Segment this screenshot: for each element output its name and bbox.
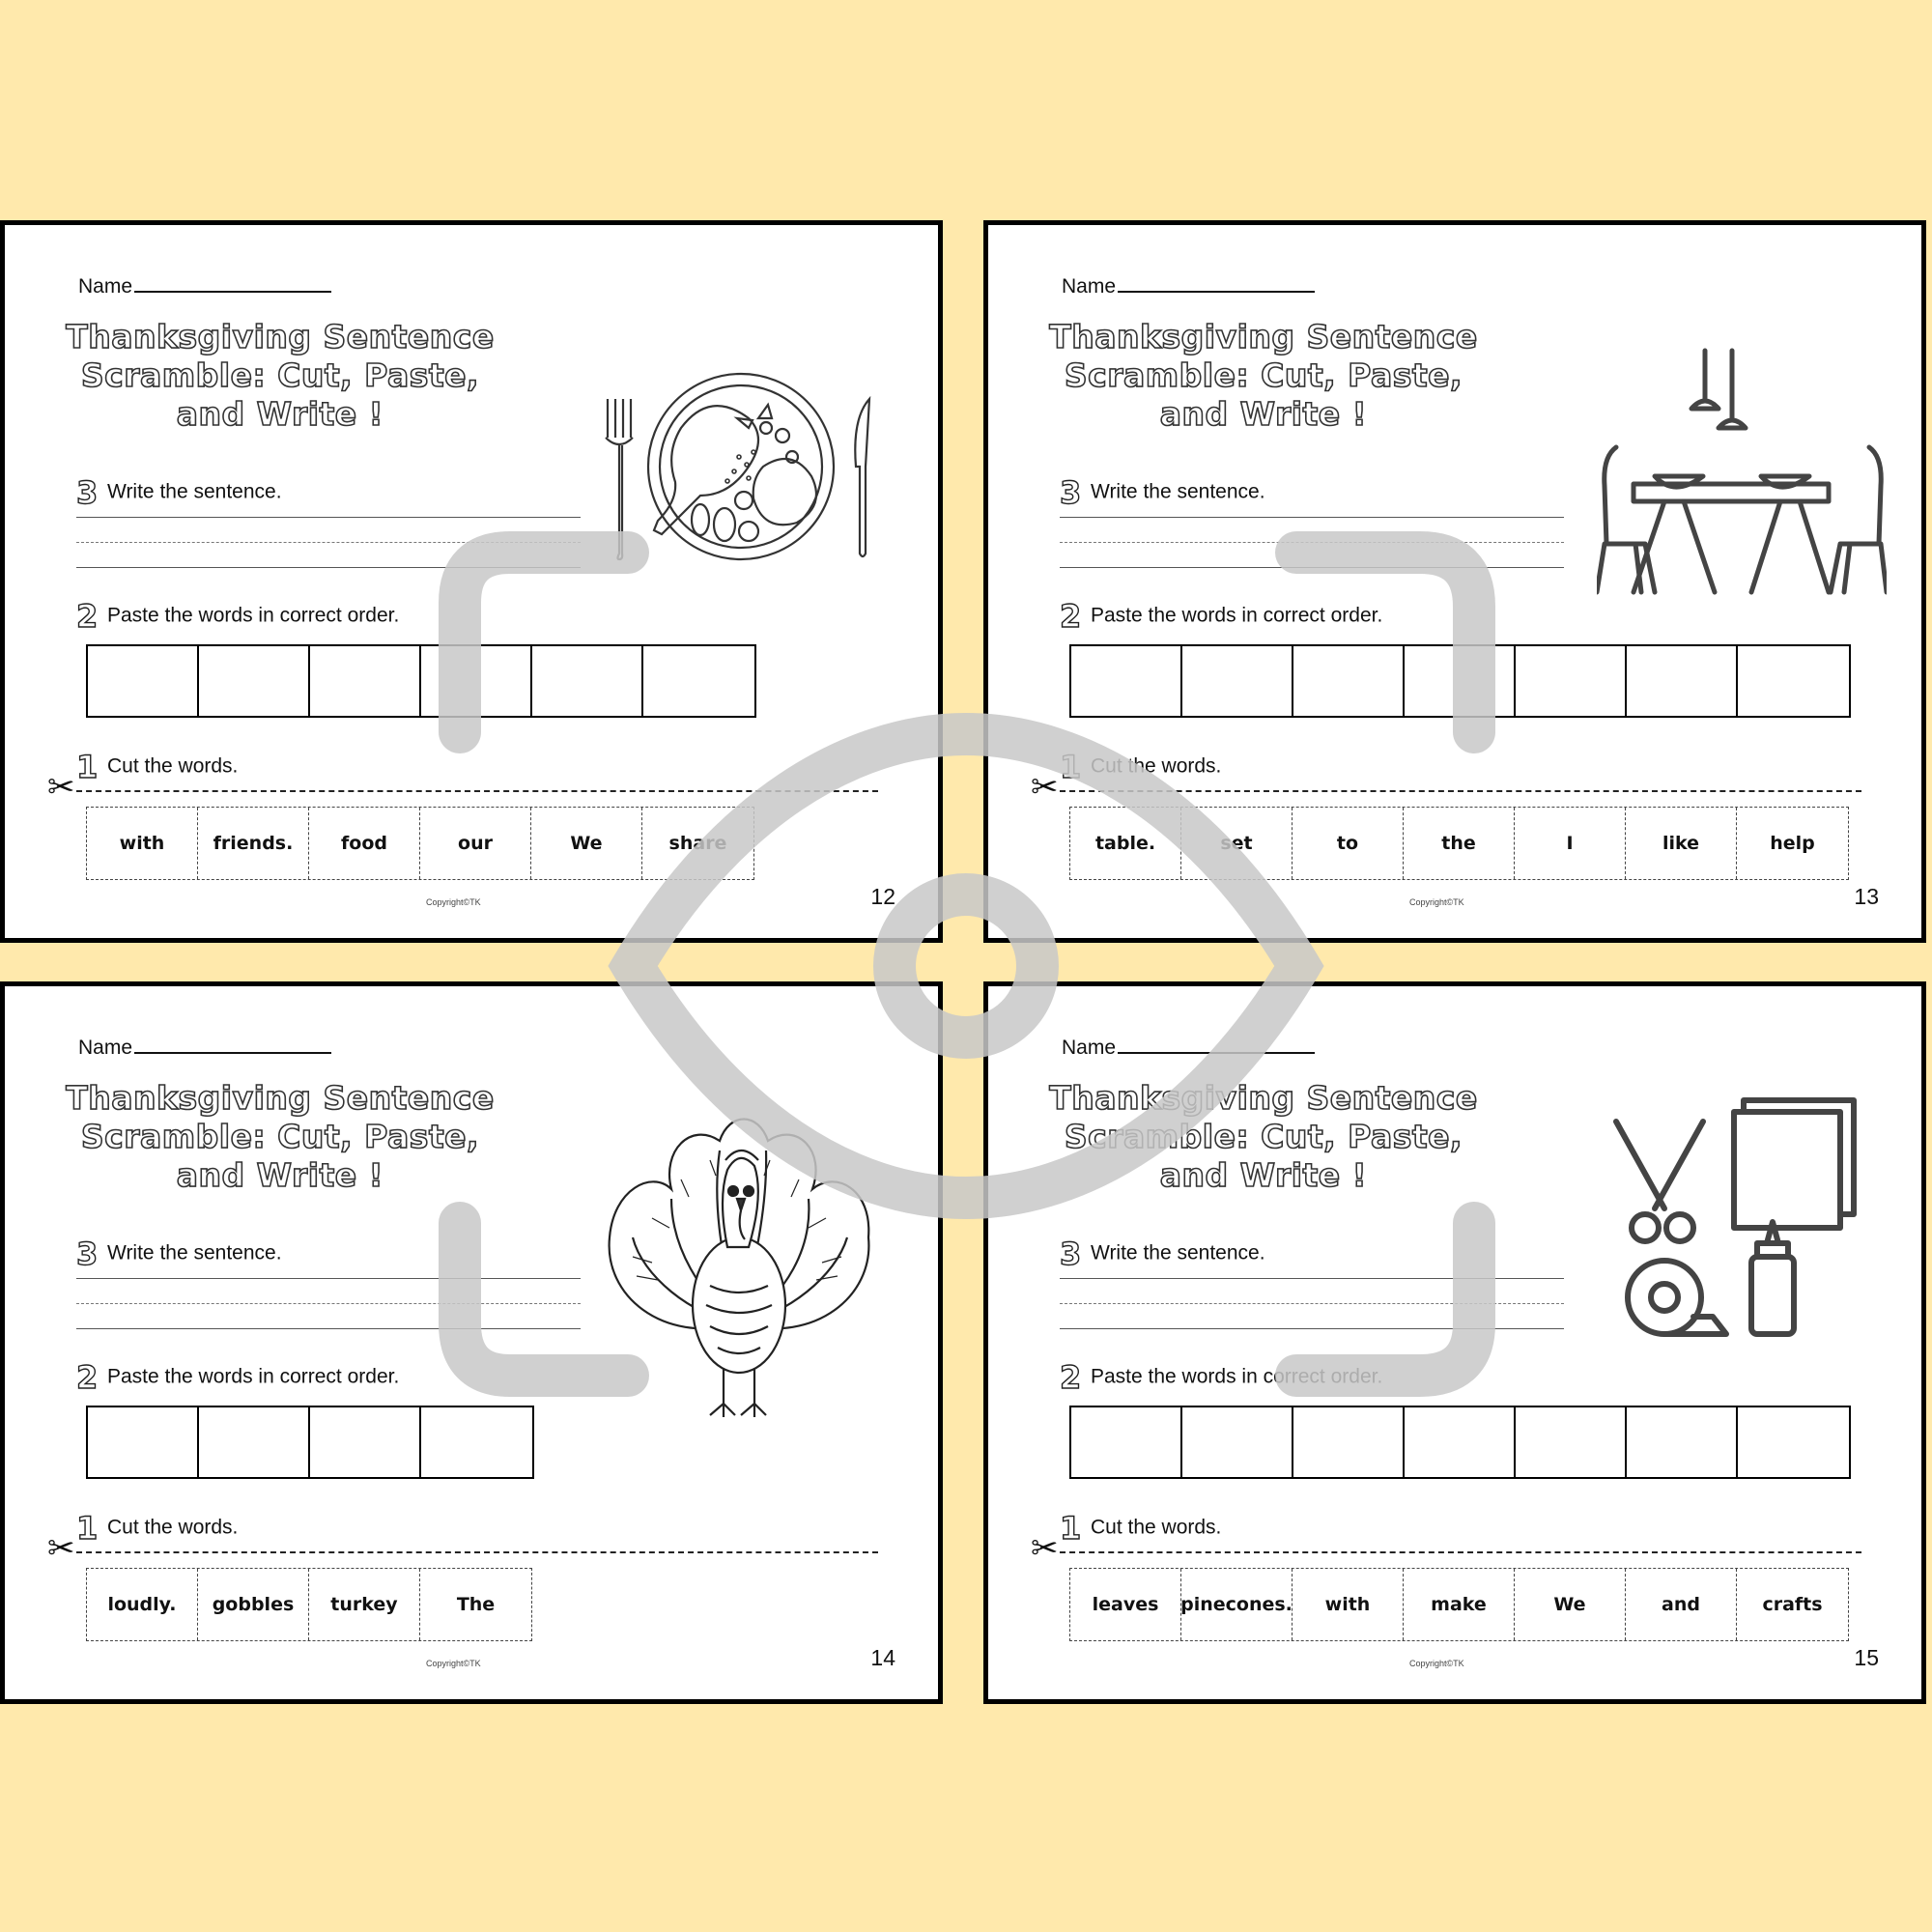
word-card[interactable]: like	[1626, 808, 1737, 879]
word-cards	[86, 807, 754, 880]
word-card[interactable]: set	[1181, 808, 1293, 879]
paste-box[interactable]	[199, 646, 310, 716]
writing-line[interactable]	[1060, 517, 1564, 518]
paste-boxes	[1069, 644, 1851, 718]
copyright: Copyright©TK	[426, 1659, 481, 1668]
name-field[interactable]: Name	[78, 1035, 331, 1060]
word-card[interactable]: to	[1293, 808, 1404, 879]
worksheet-title: Thanksgiving Sentence Scramble: Cut, Paste, and Write !	[66, 318, 495, 433]
step-2-instruction: 2 Paste the words in correct order.	[1060, 598, 1383, 635]
paste-box[interactable]	[88, 1407, 199, 1477]
scissors-icon: ✂	[47, 1530, 75, 1567]
word-card[interactable]: turkey	[309, 1569, 420, 1640]
writing-guide-line	[1060, 542, 1564, 543]
word-card[interactable]: the	[1404, 808, 1515, 879]
word-card[interactable]: pinecones.	[1181, 1569, 1293, 1640]
word-card[interactable]: make	[1404, 1569, 1515, 1640]
word-card[interactable]: food	[309, 808, 420, 879]
cut-line	[1060, 1551, 1861, 1553]
word-card[interactable]: with	[1293, 1569, 1404, 1640]
paste-box[interactable]	[88, 646, 199, 716]
scissors-icon: ✂	[1031, 769, 1059, 806]
page-number: 13	[1854, 884, 1879, 909]
step-3-instruction: 3 Write the sentence.	[1060, 1236, 1265, 1272]
word-card[interactable]: The	[456, 1594, 496, 1615]
copyright: Copyright©TK	[426, 897, 481, 907]
copyright: Copyright©TK	[1409, 1659, 1464, 1668]
word-card[interactable]: We	[531, 808, 642, 879]
writing-line[interactable]	[76, 517, 581, 518]
worksheet-page-13	[983, 220, 1926, 943]
page-number: 15	[1854, 1645, 1879, 1670]
word-card[interactable]: We	[1515, 1569, 1626, 1640]
name-field[interactable]: Name	[1062, 273, 1315, 298]
worksheet-page-15	[983, 981, 1926, 1704]
paste-box[interactable]	[421, 1407, 532, 1477]
thanksgiving-plate-icon	[594, 360, 884, 563]
name-line[interactable]	[1118, 273, 1315, 293]
paste-box[interactable]	[1405, 646, 1516, 716]
paste-box[interactable]	[532, 646, 643, 716]
writing-guide-line	[1060, 1303, 1564, 1304]
paste-box[interactable]	[1182, 646, 1293, 716]
worksheet-title: Thanksgiving Sentence Scramble: Cut, Paste, and Write !	[1049, 318, 1478, 433]
page-number: 12	[870, 884, 895, 909]
word-cards	[1069, 807, 1849, 880]
step-1-instruction: 1 Cut the words.	[76, 1510, 239, 1547]
name-line[interactable]	[134, 273, 331, 293]
word-card[interactable]: friends.	[198, 808, 309, 879]
writing-guide-line	[76, 542, 581, 543]
paste-box[interactable]	[1182, 1407, 1293, 1477]
word-card[interactable]: crafts	[1762, 1594, 1823, 1615]
word-card[interactable]: leaves	[1070, 1569, 1181, 1640]
word-card[interactable]: loudly.	[87, 1569, 198, 1640]
writing-line[interactable]	[1060, 567, 1564, 568]
word-card[interactable]: with	[87, 808, 198, 879]
writing-line[interactable]	[76, 1328, 581, 1329]
paste-box[interactable]	[1738, 1407, 1849, 1477]
paste-box[interactable]	[1738, 646, 1849, 716]
paste-box[interactable]	[1627, 646, 1738, 716]
scissors-icon: ✂	[47, 769, 75, 806]
step-1-instruction: 1 Cut the words.	[76, 749, 239, 785]
paste-boxes	[86, 1406, 534, 1479]
paste-box[interactable]	[1516, 1407, 1627, 1477]
worksheet-title: Thanksgiving Sentence Scramble: Cut, Paste, and Write !	[66, 1079, 495, 1194]
step-1-instruction: 1 Cut the words.	[1060, 1510, 1222, 1547]
step-3-instruction: 3 Write the sentence.	[76, 1236, 282, 1272]
word-card[interactable]: our	[420, 808, 531, 879]
paste-box[interactable]	[1627, 1407, 1738, 1477]
paste-box[interactable]	[310, 646, 421, 716]
paste-box[interactable]	[1516, 646, 1627, 716]
paste-box[interactable]	[1071, 1407, 1182, 1477]
cut-line	[76, 790, 878, 792]
copyright: Copyright©TK	[1409, 897, 1464, 907]
paste-box[interactable]	[421, 646, 532, 716]
name-line[interactable]	[134, 1035, 331, 1054]
word-card[interactable]: help	[1770, 833, 1815, 854]
turkey-icon	[594, 1102, 884, 1431]
paste-boxes	[86, 644, 756, 718]
paste-box[interactable]	[1293, 646, 1405, 716]
paste-box[interactable]	[1405, 1407, 1516, 1477]
cut-line	[76, 1551, 878, 1553]
word-card[interactable]: gobbles	[198, 1569, 309, 1640]
word-card[interactable]: table.	[1070, 808, 1181, 879]
word-card[interactable]: share	[668, 833, 727, 854]
writing-line[interactable]	[76, 1278, 581, 1279]
paste-box[interactable]	[643, 646, 754, 716]
paste-box[interactable]	[1293, 1407, 1405, 1477]
worksheet-page-12	[0, 220, 943, 943]
word-card[interactable]: and	[1626, 1569, 1737, 1640]
name-field[interactable]: Name	[1062, 1035, 1315, 1060]
cut-line	[1060, 790, 1861, 792]
name-field[interactable]: Name	[78, 273, 331, 298]
writing-guide-line	[76, 1303, 581, 1304]
paste-boxes	[1069, 1406, 1851, 1479]
step-2-instruction: 2 Paste the words in correct order.	[1060, 1359, 1383, 1396]
worksheet-page-14	[0, 981, 943, 1704]
name-line[interactable]	[1118, 1035, 1315, 1054]
writing-line[interactable]	[1060, 1328, 1564, 1329]
paste-box[interactable]	[310, 1407, 421, 1477]
word-cards	[86, 1568, 532, 1641]
word-cards	[1069, 1568, 1849, 1641]
page-number: 14	[870, 1645, 895, 1670]
step-1-instruction: 1 Cut the words.	[1060, 749, 1222, 785]
step-2-instruction: 2 Paste the words in correct order.	[76, 598, 400, 635]
word-card[interactable]: I	[1515, 808, 1626, 879]
scissors-icon: ✂	[1031, 1530, 1059, 1567]
writing-line[interactable]	[1060, 1278, 1564, 1279]
step-3-instruction: 3 Write the sentence.	[76, 474, 282, 511]
worksheet-title: Thanksgiving Sentence Scramble: Cut, Paste, and Write !	[1049, 1079, 1478, 1194]
writing-line[interactable]	[76, 567, 581, 568]
craft-supplies-icon	[1606, 1093, 1877, 1344]
step-3-instruction: 3 Write the sentence.	[1060, 474, 1265, 511]
dining-table-icon	[1597, 341, 1887, 602]
step-2-instruction: 2 Paste the words in correct order.	[76, 1359, 400, 1396]
paste-box[interactable]	[199, 1407, 310, 1477]
paste-box[interactable]	[1071, 646, 1182, 716]
